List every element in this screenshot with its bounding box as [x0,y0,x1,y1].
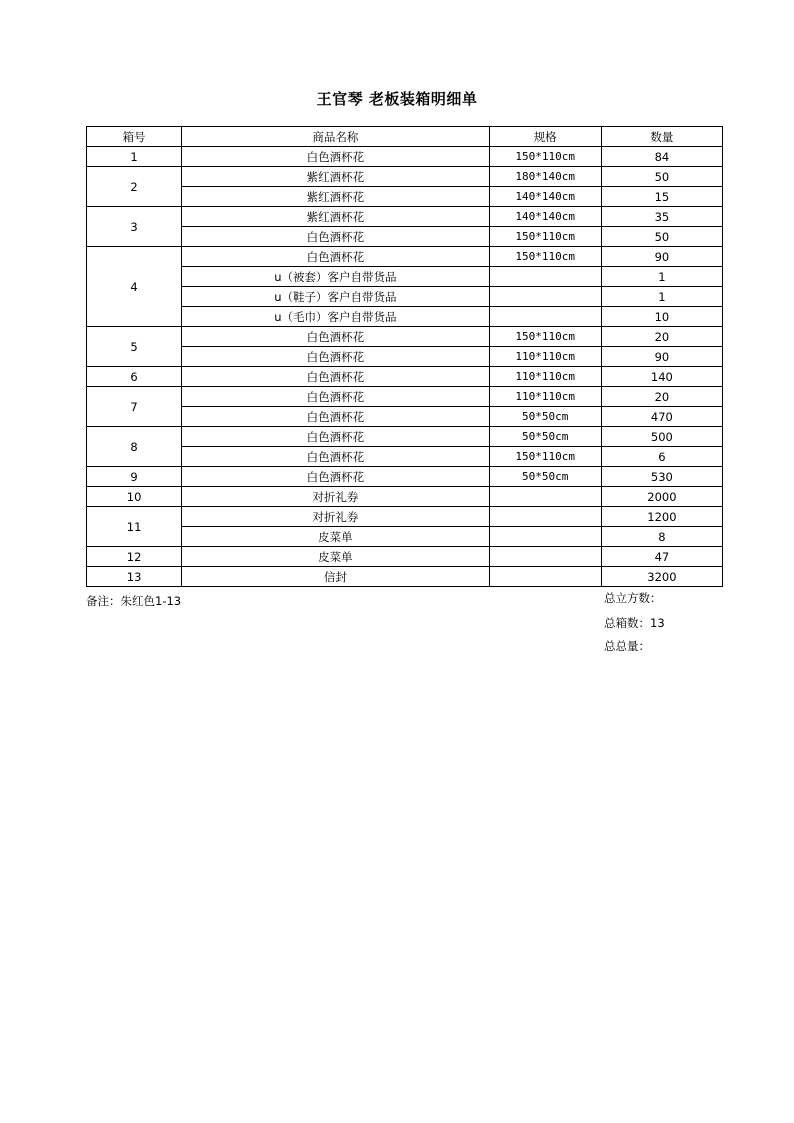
total-volume-label: 总立方数： [604,591,662,605]
table-row [87,147,723,167]
box-number-cell: 11 [87,507,182,547]
quantity-cell: 50 [601,167,722,187]
table-row [87,167,723,187]
spec-cell [489,527,601,547]
table-row [87,187,723,207]
document-title: 王官琴 老板装箱明细单 [316,90,478,108]
table-row [87,527,723,547]
quantity-cell: 8 [601,527,722,547]
product-name-cell: 紫红酒杯花 [182,207,489,227]
product-name-cell: 白色酒杯花 [182,327,489,347]
remark-note: 备注：朱红色1-13 [86,594,182,608]
table-row [87,227,723,247]
box-number-cell: 10 [87,487,182,507]
box-number-cell: 8 [87,427,182,467]
table-row [87,247,723,267]
table-row [87,467,723,487]
spec-cell [489,487,601,507]
product-name-cell: 白色酒杯花 [182,247,489,267]
table-row [87,507,723,527]
spec-cell: 150*110cm [489,247,601,267]
spec-cell: 50*50cm [489,467,601,487]
product-name-cell: 白色酒杯花 [182,147,489,167]
spec-cell [489,567,601,587]
table-row [87,207,723,227]
quantity-cell: 50 [601,227,722,247]
spec-cell: 150*110cm [489,147,601,167]
spec-cell: 150*110cm [489,447,601,467]
table-row [87,287,723,307]
table-row [87,547,723,567]
spec-cell: 150*110cm [489,327,601,347]
total-boxes-label: 总箱数：13 [604,616,665,630]
table-row [87,487,723,507]
spec-cell: 50*50cm [489,427,601,447]
table-row [87,567,723,587]
spec-cell: 180*140cm [489,167,601,187]
product-name-cell: 白色酒杯花 [182,227,489,247]
table-row [87,447,723,467]
total-weight-label: 总总量： [604,639,650,653]
spec-cell [489,307,601,327]
spec-cell: 150*110cm [489,227,601,247]
table-row [87,367,723,387]
product-name-cell: 白色酒杯花 [182,447,489,467]
product-name-cell: 信封 [182,567,489,587]
quantity-cell: 6 [601,447,722,467]
packing-list-table [86,126,723,587]
quantity-cell: 90 [601,247,722,267]
product-name-cell: 对折礼券 [182,507,489,527]
spec-cell [489,547,601,567]
spec-cell: 140*140cm [489,187,601,207]
spec-cell: 110*110cm [489,367,601,387]
quantity-cell: 140 [601,367,722,387]
box-number-cell: 2 [87,167,182,207]
product-name-cell: 白色酒杯花 [182,367,489,387]
box-number-cell: 9 [87,467,182,487]
table-row [87,427,723,447]
quantity-cell: 15 [601,187,722,207]
spec-cell [489,287,601,307]
product-name-cell: 白色酒杯花 [182,387,489,407]
header-box-number: 箱号 [87,127,182,147]
product-name-cell: 皮菜单 [182,527,489,547]
quantity-cell: 1 [601,267,722,287]
header-quantity: 数量 [601,127,722,147]
header-product-name: 商品名称 [182,127,489,147]
box-number-cell: 7 [87,387,182,427]
header-row [87,127,723,147]
product-name-cell: 紫红酒杯花 [182,187,489,207]
quantity-cell: 3200 [601,567,722,587]
product-name-cell: 紫红酒杯花 [182,167,489,187]
product-name-cell: 对折礼券 [182,487,489,507]
quantity-cell: 1200 [601,507,722,527]
quantity-cell: 10 [601,307,722,327]
quantity-cell: 84 [601,147,722,167]
spec-cell: 140*140cm [489,207,601,227]
spec-cell: 110*110cm [489,387,601,407]
box-number-cell: 5 [87,327,182,367]
quantity-cell: 90 [601,347,722,367]
product-name-cell: 白色酒杯花 [182,407,489,427]
header-spec: 规格 [489,127,601,147]
table-row [87,307,723,327]
box-number-cell: 13 [87,567,182,587]
product-name-cell: 白色酒杯花 [182,467,489,487]
product-name-cell: u（毛巾）客户自带货品 [182,307,489,327]
spec-cell: 50*50cm [489,407,601,427]
spec-cell [489,507,601,527]
product-name-cell: u（鞋子）客户自带货品 [182,287,489,307]
box-number-cell: 3 [87,207,182,247]
box-number-cell: 6 [87,367,182,387]
quantity-cell: 35 [601,207,722,227]
box-number-cell: 1 [87,147,182,167]
quantity-cell: 2000 [601,487,722,507]
spec-cell: 110*110cm [489,347,601,367]
product-name-cell: u（被套）客户自带货品 [182,267,489,287]
table-row [87,407,723,427]
quantity-cell: 47 [601,547,722,567]
spec-cell [489,267,601,287]
product-name-cell: 白色酒杯花 [182,347,489,367]
product-name-cell: 白色酒杯花 [182,427,489,447]
box-number-cell: 4 [87,247,182,327]
table-row [87,347,723,367]
quantity-cell: 530 [601,467,722,487]
quantity-cell: 20 [601,327,722,347]
product-name-cell: 皮菜单 [182,547,489,567]
table-row [87,267,723,287]
quantity-cell: 20 [601,387,722,407]
table-row [87,327,723,347]
box-number-cell: 12 [87,547,182,567]
quantity-cell: 470 [601,407,722,427]
quantity-cell: 500 [601,427,722,447]
table-row [87,387,723,407]
quantity-cell: 1 [601,287,722,307]
